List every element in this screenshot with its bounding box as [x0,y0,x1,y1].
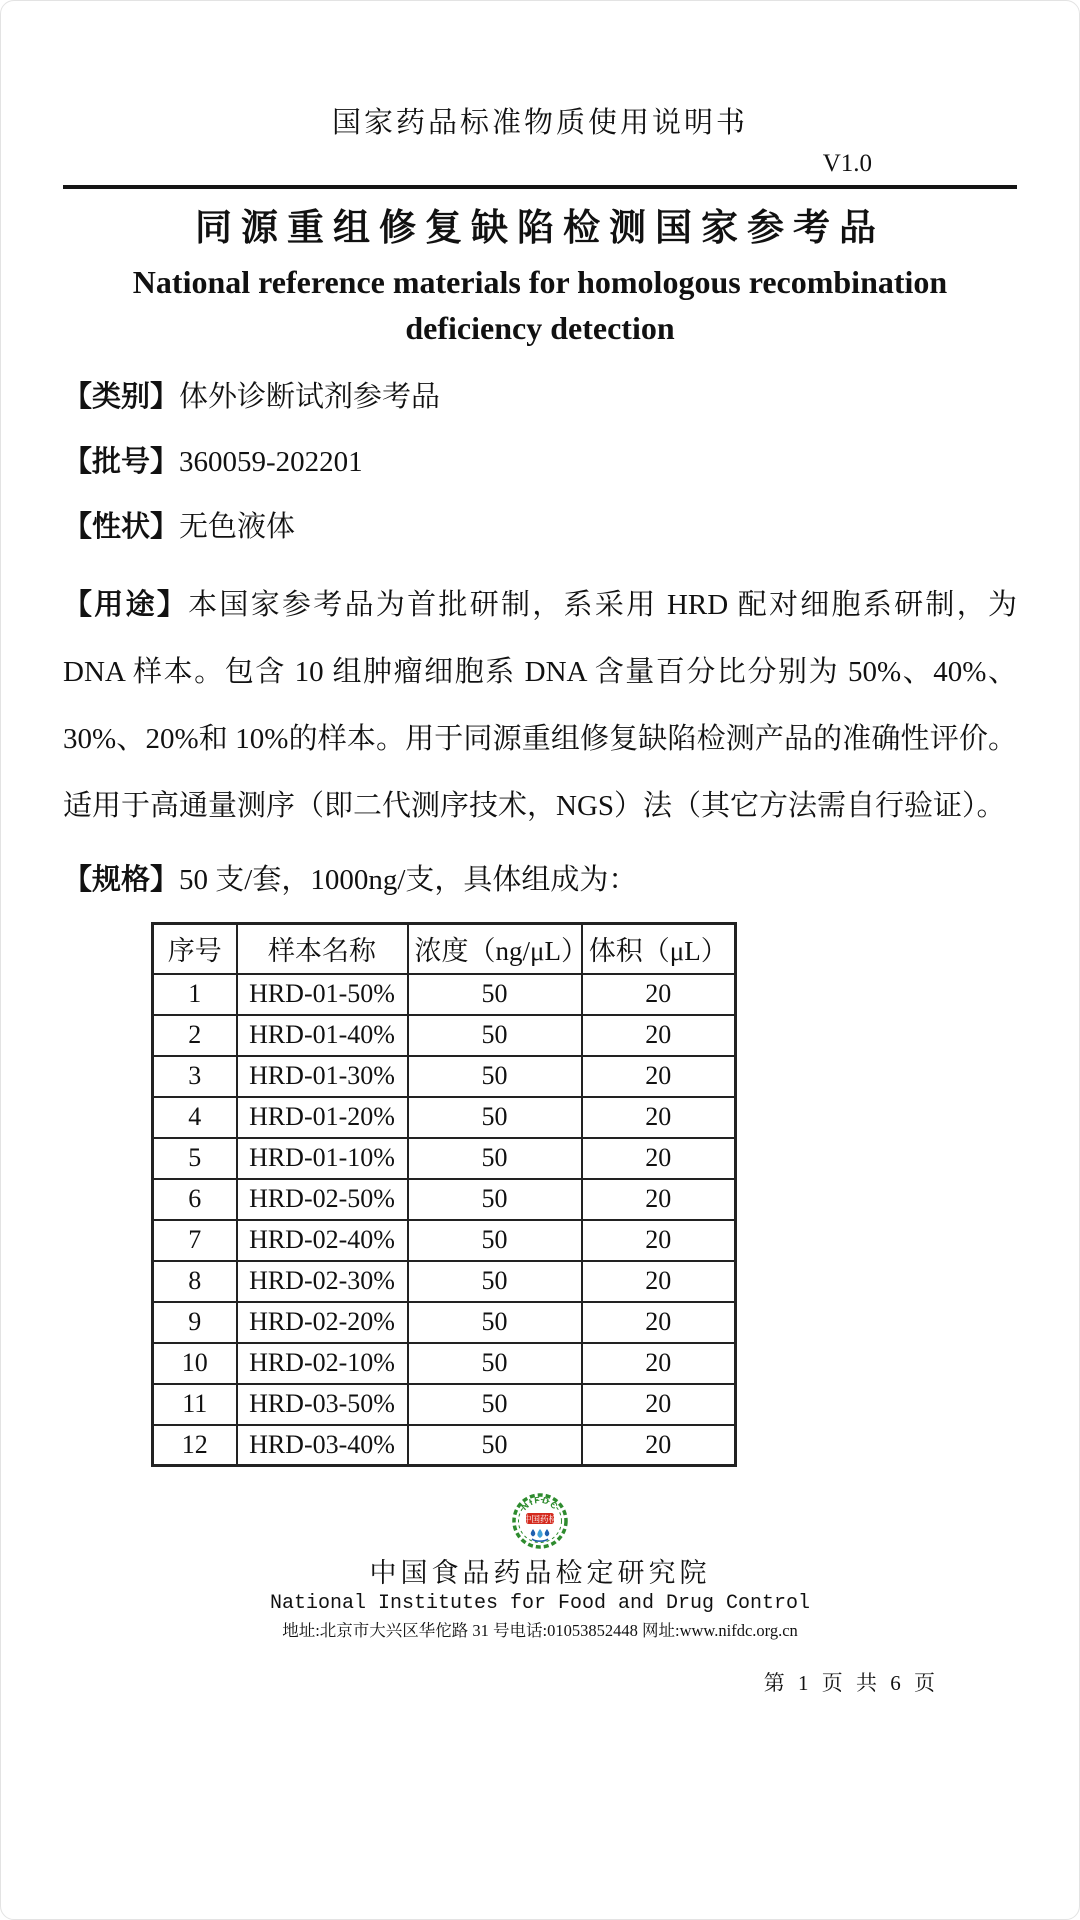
table-cell: 9 [153,1302,237,1343]
table-row [153,974,736,1015]
table-cell: 20 [582,1261,736,1302]
table-cell: 50 [408,1179,582,1220]
svg-text:NIFDC: NIFDC [519,1494,561,1513]
table-cell: HRD-03-40% [237,1425,408,1466]
header-rule [63,185,1017,189]
field-batch [63,443,1017,481]
org-name-en: National Institutes for Food and Drug Control [269,1592,811,1615]
table-cell: 20 [582,1220,736,1261]
table-cell: 8 [153,1261,237,1302]
table-cell: 50 [408,1138,582,1179]
field-category-label: 【类别】 [63,381,180,413]
table-header-cell: 序号 [153,924,237,974]
table-cell: 12 [153,1425,237,1466]
spec-table [151,922,737,1467]
org-name-zh: 中国食品药品检定研究院 [369,1558,711,1588]
table-cell: HRD-02-20% [237,1302,408,1343]
table-cell: 50 [408,1302,582,1343]
table-cell: 20 [582,1138,736,1179]
title-en-line1: National reference materials for homologous recombination [132,264,948,300]
table-cell: 50 [408,1425,582,1466]
table-row [153,1261,736,1302]
field-category [63,378,1017,416]
table-cell: 20 [582,1302,736,1343]
table-cell: HRD-02-40% [237,1220,408,1261]
table-cell: 20 [582,1425,736,1466]
table-cell: 20 [582,1343,736,1384]
table-row [153,1220,736,1261]
table-cell: HRD-02-50% [237,1179,408,1220]
table-cell: 20 [582,1384,736,1425]
table-cell: 20 [582,1097,736,1138]
table-cell: 20 [582,1056,736,1097]
table-row [153,1343,736,1384]
spec-line [63,860,1017,900]
title-en [63,259,1017,351]
table-cell: 20 [582,974,736,1015]
table-cell: HRD-02-30% [237,1261,408,1302]
table-row [153,1015,736,1056]
table-row [153,1384,736,1425]
title-en-line2: deficiency detection [405,310,675,346]
spec-table-header-row [153,924,736,974]
table-row [153,1302,736,1343]
field-batch-value: 360059-202201 [179,446,363,478]
table-cell: 50 [408,1056,582,1097]
table-row [153,1138,736,1179]
nifdc-logo-icon [508,1489,572,1553]
field-appearance-label: 【性状】 [63,511,180,543]
usage-text: 本国家参考品为首批研制，系采用 HRD 配对细胞系研制，为 DNA 样本。包含 10 组肿瘤细胞系 DNA 含量百分比分别为 50%、40%、30%、20%和 10%的样本。用于同源重组修复缺陷检测产品的准确性评价。适用于高通量测序（即二代测序技术，NGS）法（其它方法需自行验证）。 [63,589,1017,822]
table-header-cell: 浓度（ng/μL） [408,924,582,974]
usage-label: 【用途】 [63,589,189,621]
page-number: 第 1 页 共 6 页 [763,1671,939,1695]
table-cell: 11 [153,1384,237,1425]
table-cell: 3 [153,1056,237,1097]
usage-paragraph [63,572,1017,840]
table-cell: 50 [408,1343,582,1384]
title-zh: 同源重组修复缺陷检测国家参考品 [195,208,885,249]
table-row [153,1056,736,1097]
table-header-cell: 样本名称 [237,924,408,974]
table-cell: 4 [153,1097,237,1138]
field-appearance [63,508,1017,546]
spec-text: 50 支/套，1000ng/支，具体组成为： [179,864,638,896]
table-cell: HRD-02-10% [237,1343,408,1384]
logo-wrap [63,1489,1017,1553]
table-cell: 1 [153,974,237,1015]
table-cell: HRD-01-40% [237,1015,408,1056]
table-cell: 50 [408,1261,582,1302]
table-cell: HRD-01-50% [237,974,408,1015]
spec-label: 【规格】 [63,864,180,896]
table-cell: 50 [408,1097,582,1138]
table-cell: 50 [408,1015,582,1056]
table-cell: 7 [153,1220,237,1261]
table-cell: 10 [153,1343,237,1384]
spec-table-head [153,924,736,974]
table-cell: HRD-01-10% [237,1138,408,1179]
footer [63,1489,1017,1643]
field-batch-label: 【批号】 [63,446,180,478]
table-row [153,1097,736,1138]
field-category-value: 体外诊断试剂参考品 [179,381,441,413]
table-cell: 20 [582,1015,736,1056]
table-cell: HRD-03-50% [237,1384,408,1425]
org-address: 地址:北京市大兴区华佗路 31 号电话:01053852448 网址:www.nifdc.org.cn [282,1621,798,1640]
table-cell: 50 [408,974,582,1015]
table-cell: 6 [153,1179,237,1220]
table-cell: 50 [408,1384,582,1425]
spec-table-body [153,974,736,1466]
table-cell: 5 [153,1138,237,1179]
table-cell: HRD-01-30% [237,1056,408,1097]
field-appearance-value: 无色液体 [179,511,296,543]
table-cell: 2 [153,1015,237,1056]
table-cell: HRD-01-20% [237,1097,408,1138]
table-row [153,1179,736,1220]
table-row [153,1425,736,1466]
table-header-cell: 体积（μL） [582,924,736,974]
version-label: V1.0 [822,150,872,177]
svg-text:中国药检: 中国药检 [522,1514,558,1524]
table-cell: 50 [408,1220,582,1261]
doc-type-heading: 国家药品标准物质使用说明书 [331,107,748,139]
table-cell: 20 [582,1179,736,1220]
